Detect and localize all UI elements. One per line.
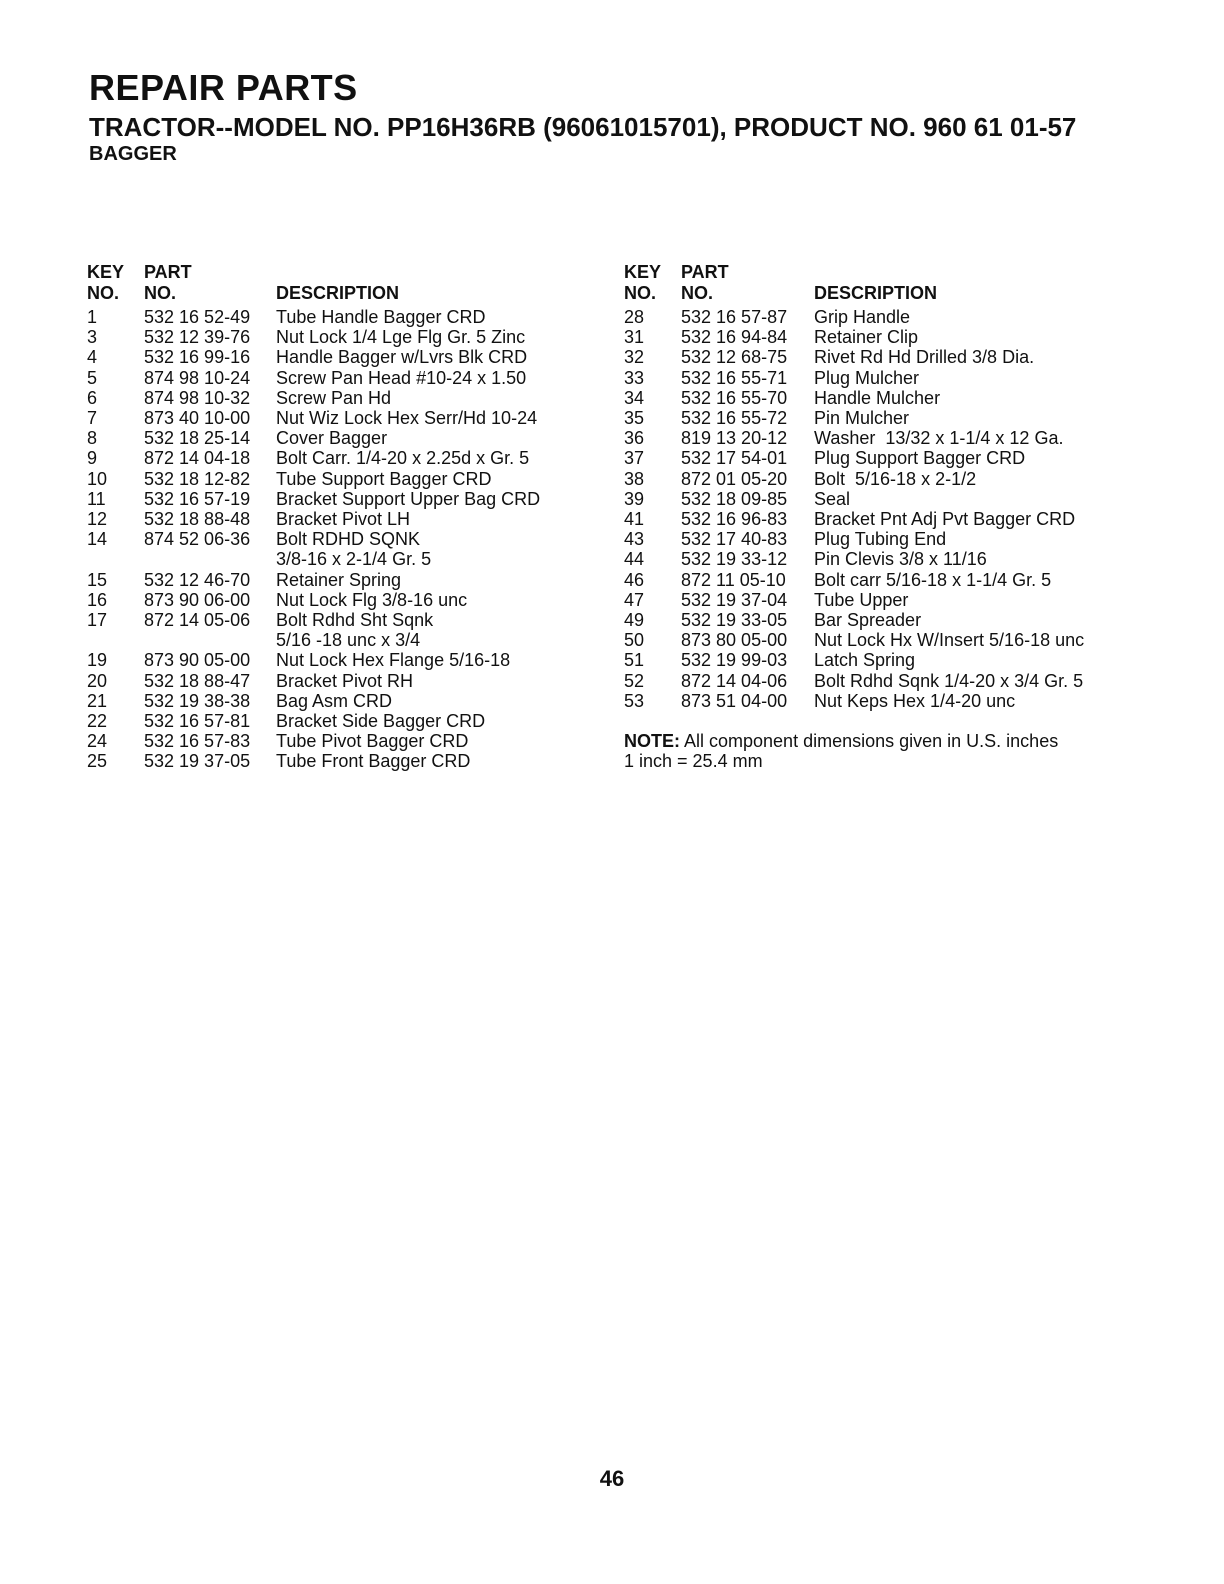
part-no: 532 12 39-76	[144, 327, 251, 348]
key-no: 20	[87, 670, 108, 691]
part-no: 532 18 12-82	[144, 468, 251, 489]
table-row	[87, 549, 576, 569]
table-row	[624, 650, 1124, 670]
part-no: 532 16 57-19	[144, 488, 251, 509]
table-row	[87, 610, 576, 630]
table-row	[624, 610, 1124, 630]
part-no: 532 19 99-03	[681, 650, 788, 671]
table-row	[624, 428, 1124, 448]
description: Plug Support Bagger CRD	[814, 448, 1026, 469]
page-title: REPAIR PARTS	[89, 67, 358, 108]
part-no: 532 16 57-83	[144, 731, 251, 752]
part-no: 873 90 06-00	[144, 589, 251, 610]
part-no: 874 52 06-36	[144, 529, 251, 550]
table-row	[87, 751, 576, 771]
description: Bag Asm CRD	[276, 690, 393, 711]
description: Handle Bagger w/Lvrs Blk CRD	[276, 347, 528, 368]
table-row	[624, 549, 1124, 569]
description: Screw Pan Head #10-24 x 1.50	[276, 367, 527, 388]
key-no: 17	[87, 610, 108, 631]
key-no: 15	[87, 569, 108, 590]
table-row	[624, 368, 1124, 388]
part-no: 819 13 20-12	[681, 428, 788, 449]
description: Bolt Rdhd Sqnk 1/4-20 x 3/4 Gr. 5	[814, 670, 1084, 691]
description: Seal	[814, 488, 851, 509]
table-row	[87, 408, 576, 428]
description: Bolt carr 5/16-18 x 1-1/4 Gr. 5	[814, 569, 1052, 590]
key-no: 36	[624, 428, 645, 449]
model-subtitle: TRACTOR--MODEL NO. PP16H36RB (96061015701), PRODUCT NO. 960 61 01-57	[89, 112, 1077, 142]
description: Rivet Rd Hd Drilled 3/8 Dia.	[814, 347, 1035, 368]
part-no: 532 16 96-83	[681, 509, 788, 530]
part-no-header: PART NO.	[681, 262, 729, 303]
part-no: 532 16 99-16	[144, 347, 251, 368]
table-row	[87, 630, 576, 650]
table-row	[87, 448, 576, 468]
part-no: 872 01 05-20	[681, 468, 788, 489]
parts-table-right	[624, 262, 1124, 771]
key-no: 7	[87, 408, 98, 429]
table-row	[87, 307, 576, 327]
description: Bracket Pnt Adj Pvt Bagger CRD	[814, 509, 1076, 530]
key-no: 39	[624, 488, 645, 509]
description: Bolt Carr. 1/4-20 x 2.25d x Gr. 5	[276, 448, 530, 469]
table-row	[624, 691, 1124, 711]
description: Washer 13/32 x 1-1/4 x 12 Ga.	[814, 428, 1064, 449]
description: Nut Keps Hex 1/4-20 unc	[814, 690, 1016, 711]
key-no: 37	[624, 448, 645, 469]
part-no: 872 11 05-10	[681, 569, 786, 590]
table-row	[624, 469, 1124, 489]
key-no	[87, 549, 144, 569]
description: Nut Lock Flg 3/8-16 unc	[276, 589, 468, 610]
key-no: 4	[87, 347, 98, 368]
part-no	[144, 630, 276, 650]
description: Bolt Rdhd Sht Sqnk	[276, 610, 434, 631]
part-no: 872 14 05-06	[144, 610, 251, 631]
part-no: 532 12 46-70	[144, 569, 251, 590]
part-no: 532 16 57-87	[681, 307, 788, 327]
description-header: DESCRIPTION	[276, 283, 400, 303]
description: Nut Lock Hex Flange 5/16-18	[276, 650, 511, 671]
part-no	[144, 549, 276, 569]
part-no: 532 16 55-71	[681, 367, 788, 388]
key-no: 50	[624, 630, 645, 651]
description: Tube Support Bagger CRD	[276, 468, 492, 489]
table-row	[87, 671, 576, 691]
table-row	[624, 307, 1124, 327]
table-row	[87, 327, 576, 347]
table-row	[87, 388, 576, 408]
part-no: 532 19 38-38	[144, 690, 251, 711]
table-row	[87, 428, 576, 448]
description: Grip Handle	[814, 307, 911, 327]
key-no: 14	[87, 529, 108, 550]
table-header	[87, 262, 576, 304]
table-row	[624, 448, 1124, 468]
table-row	[87, 509, 576, 529]
page-number: 46	[599, 1466, 625, 1491]
description: Pin Clevis 3/8 x 11/16	[814, 549, 987, 570]
part-no: 873 40 10-00	[144, 408, 251, 429]
key-no: 25	[87, 751, 108, 772]
key-no: 21	[87, 690, 108, 711]
description: Bolt RDHD SQNK	[276, 529, 421, 550]
key-no-header: KEY NO.	[87, 262, 125, 303]
table-row	[624, 327, 1124, 347]
key-no: 51	[624, 650, 645, 671]
table-row	[624, 388, 1124, 408]
part-no: 872 14 04-18	[144, 448, 251, 469]
table-row	[624, 408, 1124, 428]
part-no: 532 18 88-48	[144, 509, 251, 530]
description: Nut Lock 1/4 Lge Flg Gr. 5 Zinc	[276, 327, 526, 348]
table-row	[624, 489, 1124, 509]
part-no: 532 19 37-04	[681, 589, 788, 610]
key-no	[87, 630, 144, 650]
description: Retainer Spring	[276, 569, 402, 590]
parts-list-left	[87, 307, 576, 772]
part-no: 532 19 33-05	[681, 610, 788, 631]
key-no: 35	[624, 408, 645, 429]
dimension-note	[624, 731, 1124, 771]
part-no: 873 51 04-00	[681, 690, 788, 711]
table-row	[624, 590, 1124, 610]
table-row	[87, 570, 576, 590]
table-row	[87, 590, 576, 610]
part-no: 532 18 88-47	[144, 670, 251, 691]
note-label: NOTE:	[624, 731, 680, 752]
key-no: 31	[624, 327, 645, 348]
part-no: 532 17 54-01	[681, 448, 788, 469]
description: Bolt 5/16-18 x 2-1/2	[814, 468, 977, 489]
key-no: 6	[87, 387, 98, 408]
part-no: 873 90 05-00	[144, 650, 251, 671]
part-no: 532 18 09-85	[681, 488, 788, 509]
key-no: 3	[87, 327, 98, 348]
table-row	[624, 671, 1124, 691]
table-row	[87, 650, 576, 670]
key-no: 32	[624, 347, 645, 368]
parts-list-right	[624, 307, 1124, 711]
part-no-header: PART NO.	[144, 262, 192, 303]
part-no: 874 98 10-24	[144, 367, 251, 388]
table-row	[87, 489, 576, 509]
table-row	[87, 368, 576, 388]
description: Latch Spring	[814, 650, 916, 671]
description: Bracket Pivot RH	[276, 670, 414, 691]
key-no: 22	[87, 711, 108, 732]
key-no-header: KEY NO.	[624, 262, 662, 303]
description: Pin Mulcher	[814, 408, 910, 429]
part-no: 872 14 04-06	[681, 670, 788, 691]
part-no: 532 16 57-81	[144, 711, 251, 732]
table-row	[87, 469, 576, 489]
key-no: 33	[624, 367, 645, 388]
key-no: 10	[87, 468, 108, 489]
part-no: 874 98 10-32	[144, 387, 251, 408]
part-no: 532 16 55-70	[681, 387, 788, 408]
description: Tube Pivot Bagger CRD	[276, 731, 469, 752]
part-no: 532 16 94-84	[681, 327, 788, 348]
description-header: DESCRIPTION	[814, 283, 938, 303]
description: Tube Front Bagger CRD	[276, 751, 471, 772]
table-row	[87, 691, 576, 711]
part-no: 532 18 25-14	[144, 428, 251, 449]
description: Retainer Clip	[814, 327, 919, 348]
parts-table-left	[87, 262, 576, 772]
key-no: 28	[624, 307, 645, 327]
table-row	[624, 509, 1124, 529]
part-no: 532 17 40-83	[681, 529, 788, 550]
description: Handle Mulcher	[814, 387, 941, 408]
table-row	[624, 570, 1124, 590]
description: Nut Lock Hx W/Insert 5/16-18 unc	[814, 630, 1085, 651]
key-no: 49	[624, 610, 645, 631]
part-no: 532 16 52-49	[144, 307, 251, 327]
key-no: 44	[624, 549, 645, 570]
key-no: 43	[624, 529, 645, 550]
part-no: 532 12 68-75	[681, 347, 788, 368]
description: Nut Wiz Lock Hex Serr/Hd 10-24	[276, 408, 538, 429]
table-row	[87, 731, 576, 751]
key-no: 52	[624, 670, 645, 691]
key-no: 53	[624, 690, 645, 711]
note-conversion: 1 inch = 25.4 mm	[624, 751, 763, 772]
description: Tube Upper	[814, 589, 909, 610]
part-no: 532 19 37-05	[144, 751, 251, 772]
part-no: 873 80 05-00	[681, 630, 788, 651]
table-row	[87, 529, 576, 549]
part-no: 532 16 55-72	[681, 408, 788, 429]
key-no: 16	[87, 589, 108, 610]
description: 5/16 -18 unc x 3/4	[276, 630, 421, 651]
table-row	[87, 711, 576, 731]
note-text: All component dimensions given in U.S. inches	[680, 731, 1059, 752]
description: Plug Mulcher	[814, 367, 920, 388]
key-no: 41	[624, 509, 645, 530]
description: Cover Bagger	[276, 428, 388, 449]
section-title: BAGGER	[89, 143, 177, 165]
description: Tube Handle Bagger CRD	[276, 307, 486, 327]
description: Bracket Pivot LH	[276, 509, 411, 530]
description: Bar Spreader	[814, 610, 922, 631]
key-no: 19	[87, 650, 108, 671]
description: Plug Tubing End	[814, 529, 947, 550]
table-row	[87, 347, 576, 367]
description: Bracket Support Upper Bag CRD	[276, 488, 541, 509]
key-no: 34	[624, 387, 645, 408]
key-no: 5	[87, 367, 98, 388]
table-row	[624, 529, 1124, 549]
key-no: 12	[87, 509, 108, 530]
description: 3/8-16 x 2-1/4 Gr. 5	[276, 549, 432, 570]
key-no: 9	[87, 448, 98, 469]
table-row	[624, 630, 1124, 650]
key-no: 46	[624, 569, 645, 590]
description: Bracket Side Bagger CRD	[276, 711, 486, 732]
description: Screw Pan Hd	[276, 387, 392, 408]
key-no: 38	[624, 468, 645, 489]
key-no: 1	[87, 307, 98, 327]
key-no: 11	[87, 488, 106, 509]
key-no: 47	[624, 589, 645, 610]
part-no: 532 19 33-12	[681, 549, 788, 570]
key-no: 8	[87, 428, 98, 449]
table-header	[624, 262, 1124, 304]
key-no: 24	[87, 731, 108, 752]
table-row	[624, 347, 1124, 367]
